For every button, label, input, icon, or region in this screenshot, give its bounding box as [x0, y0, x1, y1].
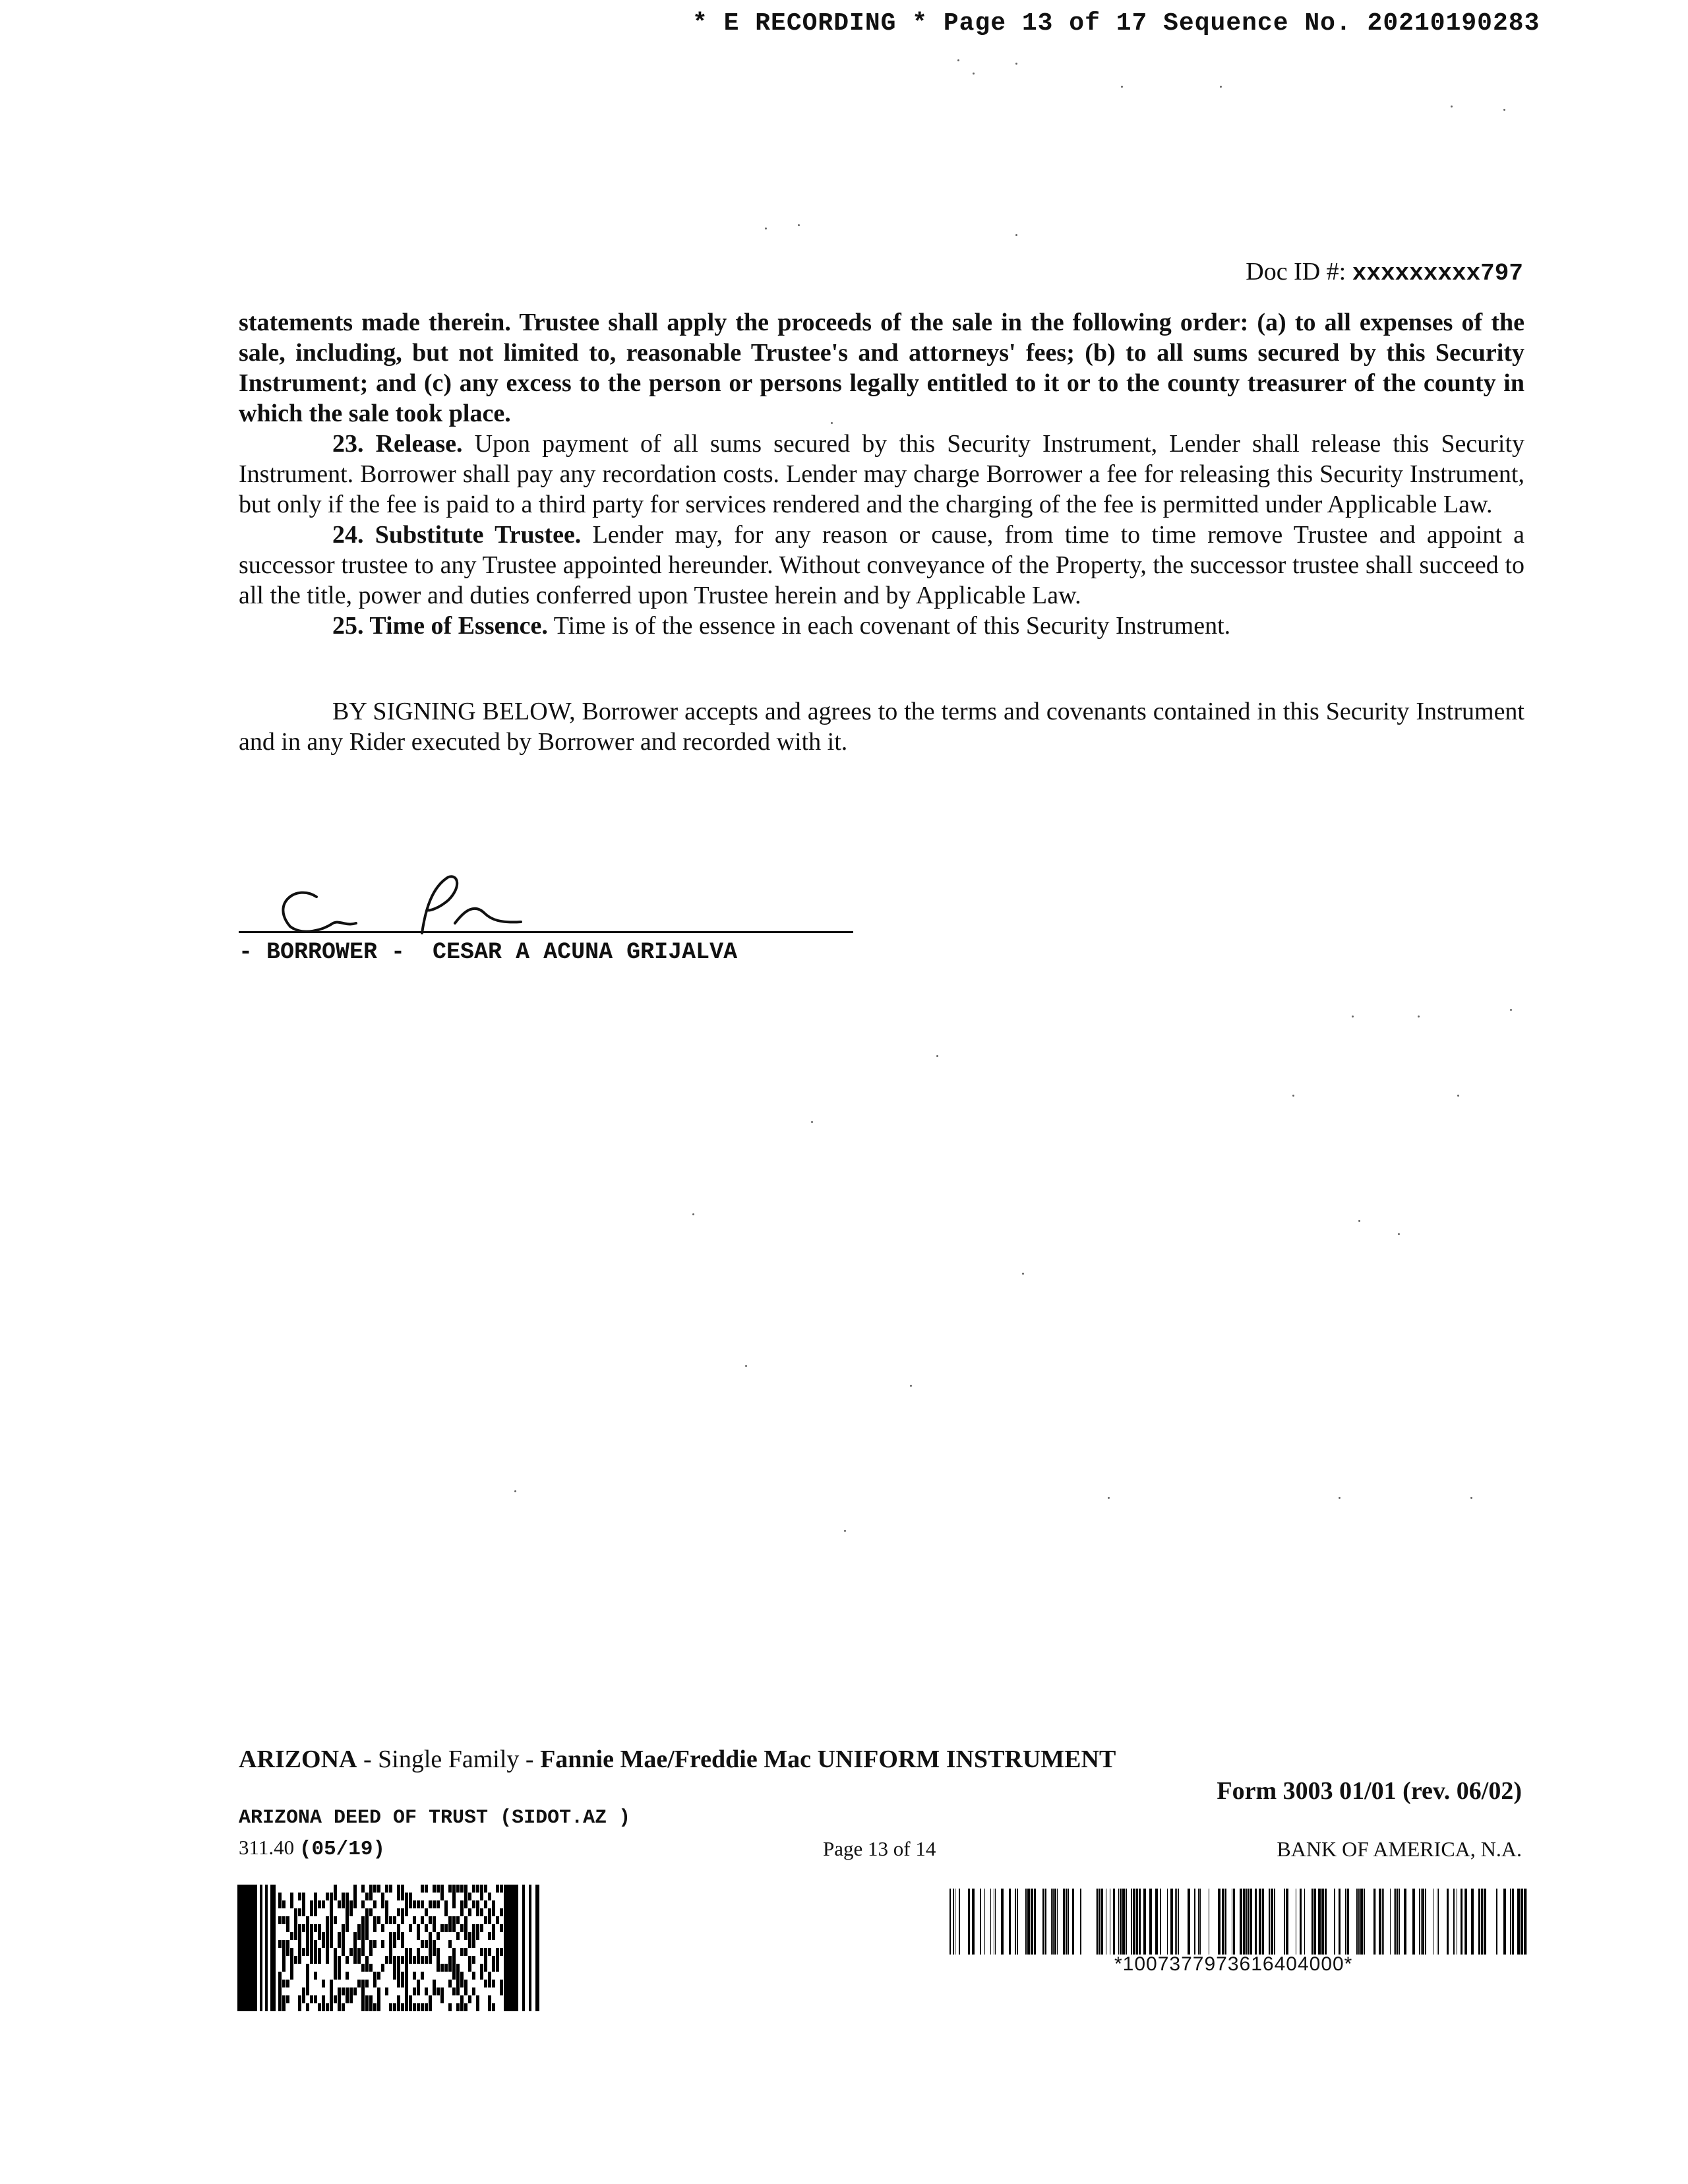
- footer-sep: - Single Family -: [357, 1745, 541, 1773]
- footer-state: ARIZONA: [239, 1745, 357, 1773]
- signature-line: [239, 931, 853, 933]
- page-number: Page 13 of 14: [823, 1837, 936, 1860]
- document-body: [239, 307, 1524, 757]
- doc-id-value: xxxxxxxxx797: [1352, 260, 1523, 287]
- footer-title: [239, 1745, 1116, 1774]
- doc-id-label: Doc ID #:: [1246, 258, 1346, 286]
- form-code: [239, 1836, 385, 1861]
- section-24-heading: 24. Substitute Trustee.: [332, 521, 582, 549]
- lender-name: BANK OF AMERICA, N.A.: [1277, 1837, 1522, 1861]
- form-number: Form 3003 01/01 (rev. 06/02): [1217, 1777, 1522, 1805]
- recording-header: * E RECORDING * Page 13 of 17 Sequence No. 20210190283: [692, 9, 1540, 38]
- pdf417-barcode: [237, 1885, 545, 2011]
- section-23-heading: 23. Release.: [332, 430, 463, 458]
- footer-instrument: Fannie Mae/Freddie Mac UNIFORM INSTRUMENT: [540, 1745, 1116, 1773]
- section-23-text: Upon payment of all sums secured by this Security Instrument, Lender shall release this Security Instrument. Borrower shall pay any recordation costs. Lender may charge Borrower a fee for releasing this Security Instrument, but only if the fee is paid to a third party for services rendered and the charging of the fee is permitted under Applicable Law.: [239, 430, 1524, 518]
- continuation-paragraph: statements made therein. Trustee shall apply the proceeds of the sale in the following order: (a) to all expenses of the sale, including, but not limited to, reasonable Trustee's and attorneys' fees; (b) to all sums secured by this Security Instrument; and (c) any excess to the person or persons legally entitled to it or to the county treasurer of the county in which the sale took place.: [239, 309, 1524, 427]
- section-23: [239, 429, 1524, 520]
- section-25-text: Time is of the essence in each covenant of this Security Instrument.: [553, 612, 1231, 640]
- section-25-heading: 25. Time of Essence.: [332, 612, 548, 640]
- form-code-number: 311.40: [239, 1836, 295, 1859]
- linear-barcode: [950, 1889, 1528, 1955]
- section-24-text: Lender may, for any reason or cause, from time to time remove Trustee and appoint a successor trustee to any Trustee appointed hereunder. Without conveyance of the Property, the successor trustee shall succeed to all the title, power and duties conferred upon Trustee herein and by Applicable Law.: [239, 521, 1524, 609]
- signing-statement: BY SIGNING BELOW, Borrower accepts and agrees to the terms and covenants contained in this Security Instrument and in any Rider executed by Borrower and recorded with it.: [239, 698, 1524, 756]
- barcode-number: *1007377973616404000*: [1114, 1953, 1353, 1975]
- doc-id: [1246, 257, 1523, 287]
- form-code-revision: (05/19): [299, 1838, 386, 1861]
- borrower-name-label: - BORROWER - CESAR A ACUNA GRIJALVA: [239, 939, 738, 965]
- section-24: [239, 520, 1524, 611]
- section-25: [239, 611, 1524, 641]
- deed-title: ARIZONA DEED OF TRUST (SIDOT.AZ ): [239, 1807, 631, 1829]
